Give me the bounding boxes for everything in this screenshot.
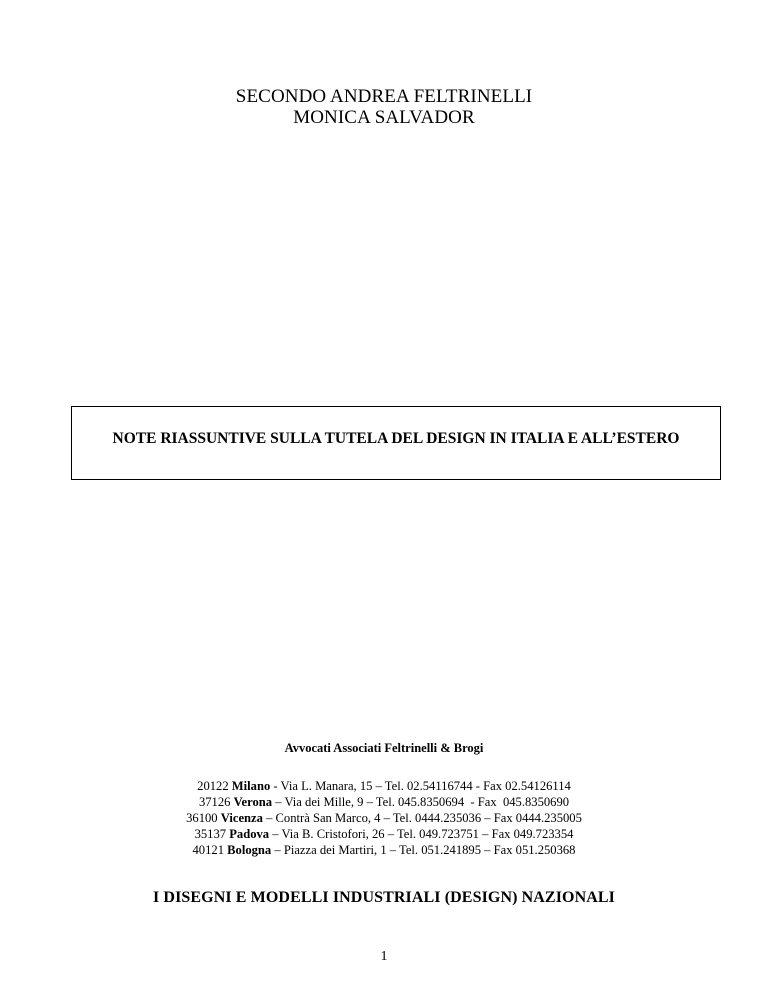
office-city: Milano — [231, 779, 271, 793]
office-addresses — [0, 778, 768, 858]
office-postcode: 36100 — [186, 811, 218, 825]
office-line — [0, 826, 768, 842]
office-postcode: 35137 — [194, 827, 227, 841]
author-name: MONICA SALVADOR — [293, 107, 475, 128]
office-city: Bologna — [227, 843, 272, 857]
office-line — [0, 794, 768, 810]
office-postcode: 40121 — [192, 843, 224, 857]
office-details: – Via B. Cristofori, 26 – Tel. 049.723751 – Fax 049.723354 — [269, 827, 574, 841]
office-city: Verona — [233, 795, 273, 809]
document-title: NOTE RIASSUNTIVE SULLA TUTELA DEL DESIGN IN ITALIA E ALL’ESTERO — [112, 430, 680, 447]
section-heading: I DISEGNI E MODELLI INDUSTRIALI (DESIGN) NAZIONALI — [153, 889, 615, 906]
office-line — [0, 810, 768, 826]
office-details: – Piazza dei Martiri, 1 – Tel. 051.241895 – Fax 051.250368 — [271, 843, 576, 857]
office-city: Padova — [229, 827, 270, 841]
document-title-box — [71, 406, 721, 480]
author-block — [0, 86, 768, 128]
office-postcode: 20122 — [197, 779, 229, 793]
office-line — [0, 778, 768, 794]
law-firm-name: Avvocati Associati Feltrinelli & Brogi — [284, 741, 484, 755]
office-city: Vicenza — [220, 811, 263, 825]
office-details: – Contrà San Marco, 4 – Tel. 0444.235036 – Fax 0444.235005 — [262, 811, 582, 825]
author-name: SECONDO ANDREA FELTRINELLI — [235, 86, 533, 107]
office-postcode: 37126 — [198, 795, 231, 809]
office-line — [0, 842, 768, 858]
page-number: 1 — [380, 949, 388, 964]
office-details: – Via dei Mille, 9 – Tel. 045.8350694 - Fax 045.8350690 — [272, 795, 570, 809]
office-details: - Via L. Manara, 15 – Tel. 02.54116744 - Fax 02.54126114 — [270, 779, 571, 793]
